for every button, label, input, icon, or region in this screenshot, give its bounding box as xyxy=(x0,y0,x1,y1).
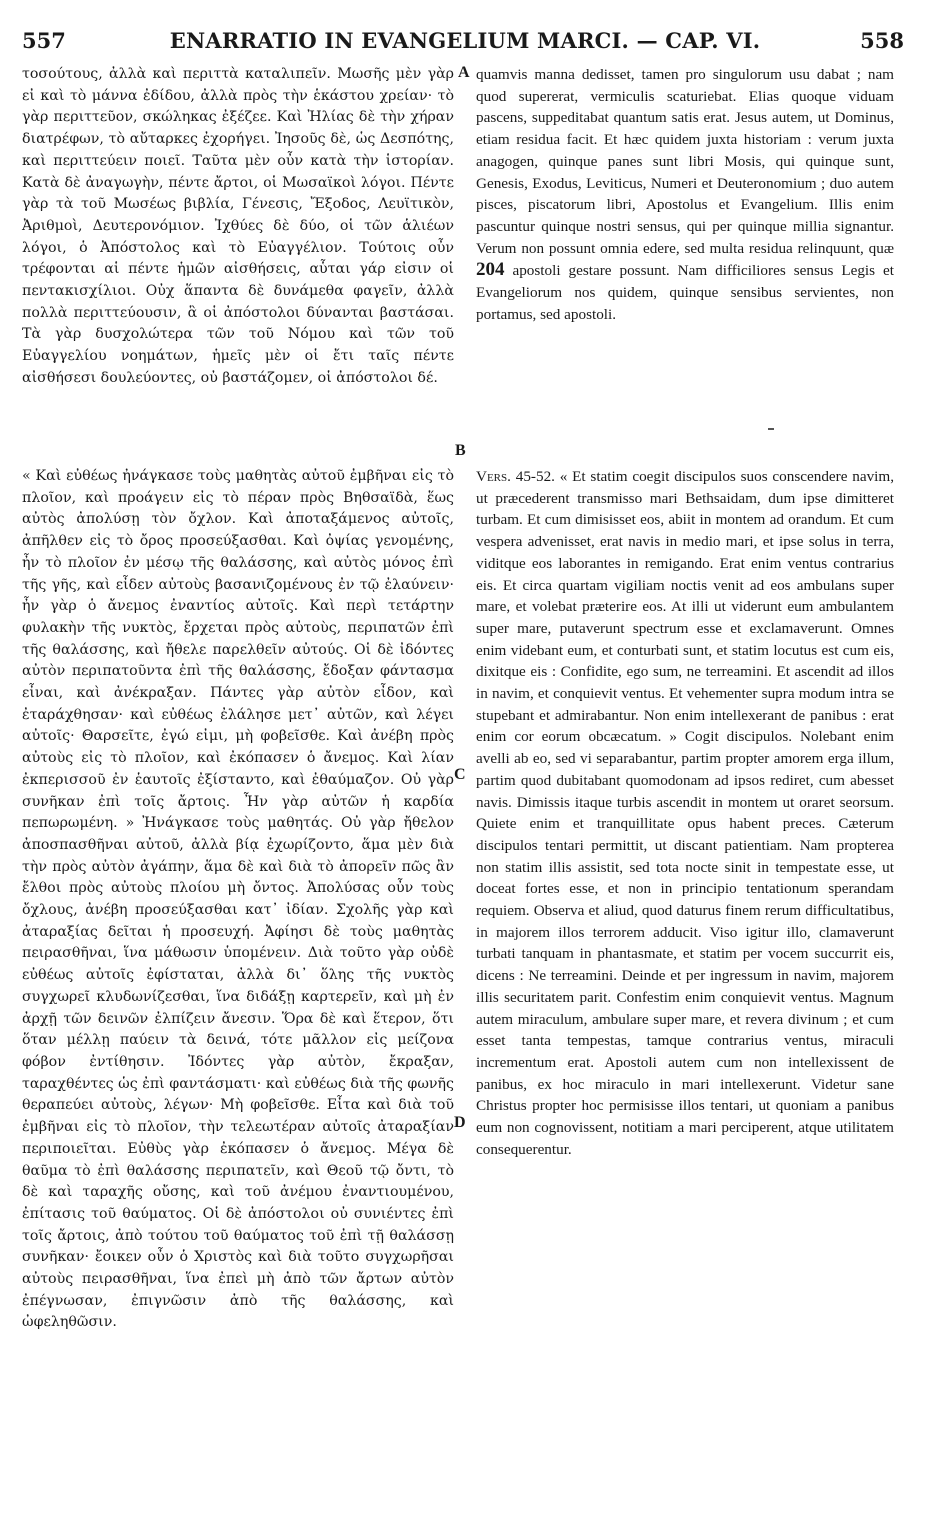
margin-marker-c: C xyxy=(454,766,466,783)
latin-paragraph-2-text: « Et statim coegit discipulos suos conscendere navim, ut præcederent transmisso mari Bethsaidam, dum ipse dimitteret turbam. Et cum dimisisset eos, abiit in montem ad orandum. Et cum vespera advenisset, erat navis in medio mari, et ipse solus in terra, viditque eos laborantes in remigando. Erat enim ventus contrarius eis. Et circa quartam vigiliam noctis venit ad eos ambulans super mare, et volebat præterire eos. At illi ut viderunt eum ambulantem super mare, putaverunt spectrum esse et exclamaverunt. Omnes enim videbant eum, et conturbati sunt, et statim locutus est cum eis, dixitque eis : Confidite, ego sum, ne terreamini. Et ascendit ad illos in navim, et conquievit ventus. Et vehementer supra modum intra se stupebant et admirabantur. Non enim intellexerant de panibus : erat enim cor eorum obcæcatum. » Cogit discipulos. Nolebant enim avelli ab eo, sed vi separabantur, partim propter amorem erga illum, partim quod dubitabant quomodonam ad ipsos rediret, cum abesset navis. Dimissis itaque turbis ascendit in montem ut oraret seorsum. Quiete enim et tranquillitate opus habent preces. Cæterum discipulos tentari permittit, ut discant patientiam. Nam propterea non statim illis assistit, sed tota nocte sinit in tempestate esse, ut doceat fortes esse, et non in principio tentationum sperandam requiem. Observa et aliud, quod daturus finem rerum difficultatibus, in majorem illos terrorem adducit. Viso igitur illo, clamaverunt turbati tanquam in phantasmate, et statim per vocem succurrit eis, dicens : Ne terreamini. Deinde et per ingressum in navim, majorem illis securitatem parit. Confestim enim conquievit ventus. Magnum autem miraculum, ambulare super mare, et revera divinum ; et cum esset tanta tempestas, tamque contrarius ventus, miraculi incrementum erat. Apostoli autem cum non intellexissent de panibus, ex hoc miraculo in mari intellexerunt. Videtur sane Christus propter hoc permisisse illos tentari, ut quoniam a panibus eum non cognovissent, notitiam a mari perciperent, atque utilitatem consequerentur. xyxy=(476,468,895,1158)
page-number-right: 558 xyxy=(860,28,904,53)
greek-column-block-2 xyxy=(22,466,454,1334)
latin-column-block-2 xyxy=(476,466,894,1161)
latin-paragraph-1-text-a: quamvis manna dedisset, tamen pro singulorum usu dabat ; nam quod supererat, vermiculis scaturiebat. Elias quoque viduam pascens, suppeditabat quantum satis erat. Jesus autem, ut Dominus, etiam residua facit. Et hæc quidem juxta historiam : verum juxta anagogen, quinque panes sunt libri Mosis, qui quinque sunt, Genesis, Exodus, Leviticus, Numeri et Deuteronomium ; duo autem pisces, piscatorum libri, Apostolus et Evangelium. Illis enim pascuntur quinque nostri sensus, qui per quinque millia signantur. Verum non possunt omnia edere, sed multa residua relinquunt, quæ xyxy=(476,66,894,257)
margin-marker-b: B xyxy=(455,442,466,459)
latin-paragraph-1 xyxy=(476,64,894,325)
latin-paragraph-2 xyxy=(476,466,894,1161)
greek-paragraph-2: « Καὶ εὐθέως ἠνάγκασε τοὺς μαθητὰς αὐτοῦ ἐμβῆναι εἰς τὸ πλοῖον, καὶ προάγειν εἰς τὸ πέραν πρὸς Βηθσαϊδὰ, ἕως αὐτὸς ἀπολύσῃ τὸν ὄχλον. Καὶ ἀποταξάμενος αὐτοῖς, ἀπῆλθεν εἰς τὸ ὄρος προσεύξασθαι. Καὶ ὀψίας γενομένης, ἦν τὸ πλοῖον ἐν μέσῳ τῆς θαλάσσης, καὶ αὐτὸς μόνος ἐπὶ τῆς γῆς, καὶ εἶδεν αὐτοὺς βασανιζομένους ἐν τῷ ἐλαύνειν· ἦν γὰρ ὁ ἄνεμος ἐναντίος αὐτοῖς. Καὶ περὶ τετάρτην φυλακὴν τῆς νυκτὸς, ἔρχεται πρὸς αὐτοὺς, περιπατῶν ἐπὶ τῆς θαλάσσης, καὶ ἤθελε παρελθεῖν αὐτούς. Οἱ δὲ ἰδόντες αὐτὸν περιπατοῦντα ἐπὶ τῆς θαλάσσης, ἔδοξαν φάντασμα εἶναι, καὶ ἀνέκραξαν. Πάντες γὰρ αὐτὸν εἶδον, καὶ ἐταράχθησαν· καὶ εὐθέως ἐλάλησε μετ᾽ αὐτῶν, καὶ λέγει αὐτοῖς· Θαρσεῖτε, ἐγώ εἰμι, μὴ φοβεῖσθε. Καὶ ἀνέβη πρὸς αὐτοὺς εἰς τὸ πλοῖον, καὶ ἐκόπασεν ὁ ἄνεμος. Καὶ λίαν ἐκπερισσοῦ ἐν ἑαυτοῖς ἐξίσταντο, καὶ ἐθαύμαζον. Οὐ γὰρ συνῆκαν ἐπὶ τοῖς ἄρτοις. Ἦν γὰρ αὐτῶν ἡ καρδία πεπωρωμένη. » Ἠνάγκασε τοὺς μαθητάς. Οὐ γὰρ ἤθελον ἀποσπασθῆναι αὐτοῦ, ἀλλὰ βίᾳ ἐχωρίζοντο, ἅμα μὲν διὰ τὴν πρὸς αὐτὸν ἀγάπην, ἅμα δὲ καὶ διὰ τὸ ἀπορεῖν πῶς ἂν ἔλθοι πρὸς αὐτοὺς πλοίου μὴ ὄντος. Ἀπολύσας οὖν τοὺς ὄχλους, ἀνέβη προσεύξασθαι κατ᾽ ἰδίαν. Σχολῆς γὰρ καὶ ἀταραξίας δεῖται ἡ προσευχή. Ἀφίησι δὲ τοὺς μαθητὰς πειρασθῆναι, ἵνα μάθωσιν ὑπομένειν. Διὰ τοῦτο γὰρ οὐδὲ εὐθέως αὐτοῖς ἐφίσταται, ἀλλὰ δι᾽ ὅλης τῆς νυκτὸς συγχωρεῖ κλυδωνίζεσθαι, ἵνα διδάξῃ καρτερεῖν, καὶ μὴ ἐν ἀρχῇ τῶν δεινῶν ἐλπίζειν ἄνεσιν. Ὅρα δὲ καὶ ἕτερον, ὅτι ὅταν μέλλῃ παύειν τὰ δεινά, τότε μᾶλλον εἰς μείζονα φόβον ἐντίθησιν. Ἰδόντες γὰρ αὐτὸν, ἔκραξαν, ταραχθέντες ὡς ἐπὶ φαντάσματι· καὶ εὐθέως διὰ τῆς φωνῆς θεραπεύει αὐτοὺς, λέγων· Μὴ φοβεῖσθε. Εἶτα καὶ διὰ τοῦ ἐμβῆναι εἰς τὸ πλοῖον, τὴν τελεωτέραν αὐτοῖς ἀταραξίαν περιποιεῖται. Εὐθὺς γὰρ ἐκόπασεν ὁ ἄνεμος. Μέγα δὲ θαῦμα τὸ ἐπὶ θαλάσσης περιπατεῖν, καὶ Θεοῦ τῷ ὄντι, τὸ δὲ καὶ ταραχῆς οὔσης, καὶ τοῦ ἀνέμου ἐναντιουμένου, ἐπίτασις τοῦ θαύματος. Οἱ δὲ ἀπόστολοι οὐ συνιέντες ἐπὶ τοῖς ἄρτοις, ἀπὸ τούτου τοῦ θαύματος τοῦ ἐπὶ τῇ θαλάσσῃ συνῆκαν· ἔοικεν οὖν ὁ Χριστὸς καὶ διὰ τοῦτο συγχωρῆσαι αὐτοὺς πειρασθῆναι, ἵνα ἐπεὶ μὴ ἀπὸ τῶν ἄρτων αὐτὸν ἐπέγνωσαν, ἐπιγνῶσιν ἀπὸ τῆς θαλάσσης, καὶ ὠφεληθῶσιν. xyxy=(22,468,454,1331)
margin-marker-a: A xyxy=(458,64,470,81)
page-number-left: 557 xyxy=(22,28,66,53)
latin-column-block-1 xyxy=(476,64,894,325)
separator-dash xyxy=(768,428,774,430)
running-title: ENARRATIO IN EVANGELIUM MARCI. — CAP. VI. xyxy=(169,28,761,53)
greek-column-block-1 xyxy=(22,64,454,390)
running-header xyxy=(0,26,930,56)
latin-paragraph-1-text-b: apostoli gestare possunt. Nam difficiliores sensus Legis et Evangeliorum nos quidem, quinque sensibus servientes, non portamus, sed apostoli. xyxy=(476,262,894,323)
column-number: 204 xyxy=(476,259,505,281)
verse-reference: Vers. 45-52. xyxy=(476,468,555,485)
margin-marker-d: D xyxy=(454,1114,466,1131)
greek-paragraph-1: τοσούτους, ἀλλὰ καὶ περιττὰ καταλιπεῖν. Μωσῆς μὲν γὰρ εἰ καὶ τὸ μάννα ἐδίδου, ἀλλὰ πρὸς τὴν ἑκάστου χρείαν· τὸ γὰρ περιττεῦον, σκώληκας ἐξέζεε. Καὶ Ἠλίας δὲ τὴν χήραν διατρέφων, τὸ αὔταρκες ἐχορήγει. Ἰησοῦς δὲ, ὡς Δεσπότης, καὶ περιττεύειν ποιεῖ. Ταῦτα μὲν οὖν κατὰ τὴν ἱστορίαν. Κατὰ δὲ ἀναγωγὴν, πέντε ἄρτοι, οἱ Μωσαϊκοὶ λόγοι. Πέντε γὰρ τὰ τοῦ Μωσέως βιβλία, Γένεσις, Ἔξοδος, Λευϊτικὸν, Ἀριθμοὶ, Δευτερονόμιον. Ἰχθύες δὲ δύο, οἱ τῶν ἁλιέων λόγοι, ὁ Ἀπόστολος καὶ τὸ Εὐαγγέλιον. Τούτοις οὖν τρέφονται αἱ πέντε ἡμῶν αἰσθήσεις, αὗται γάρ εἰσιν οἱ πεντακισχίλιοι. Οὐχ ἅπαντα δὲ δυνάμεθα φαγεῖν, ἀλλὰ πολλὰ περιττεύουσιν, ἃ οἱ ἀπόστολοι δύνανται βαστάσαι. Τὰ γὰρ δυσχολώτερα τῶν τοῦ Νόμου καὶ τῶν τοῦ Εὐαγγελίου νοημάτων, ἡμεῖς μὲν οἱ ἔτι ταῖς πέντε αἰσθήσεσι δουλεύοντες, οὐ βαστάζομεν, οἱ ἀπόστολοι δέ. xyxy=(22,66,454,386)
